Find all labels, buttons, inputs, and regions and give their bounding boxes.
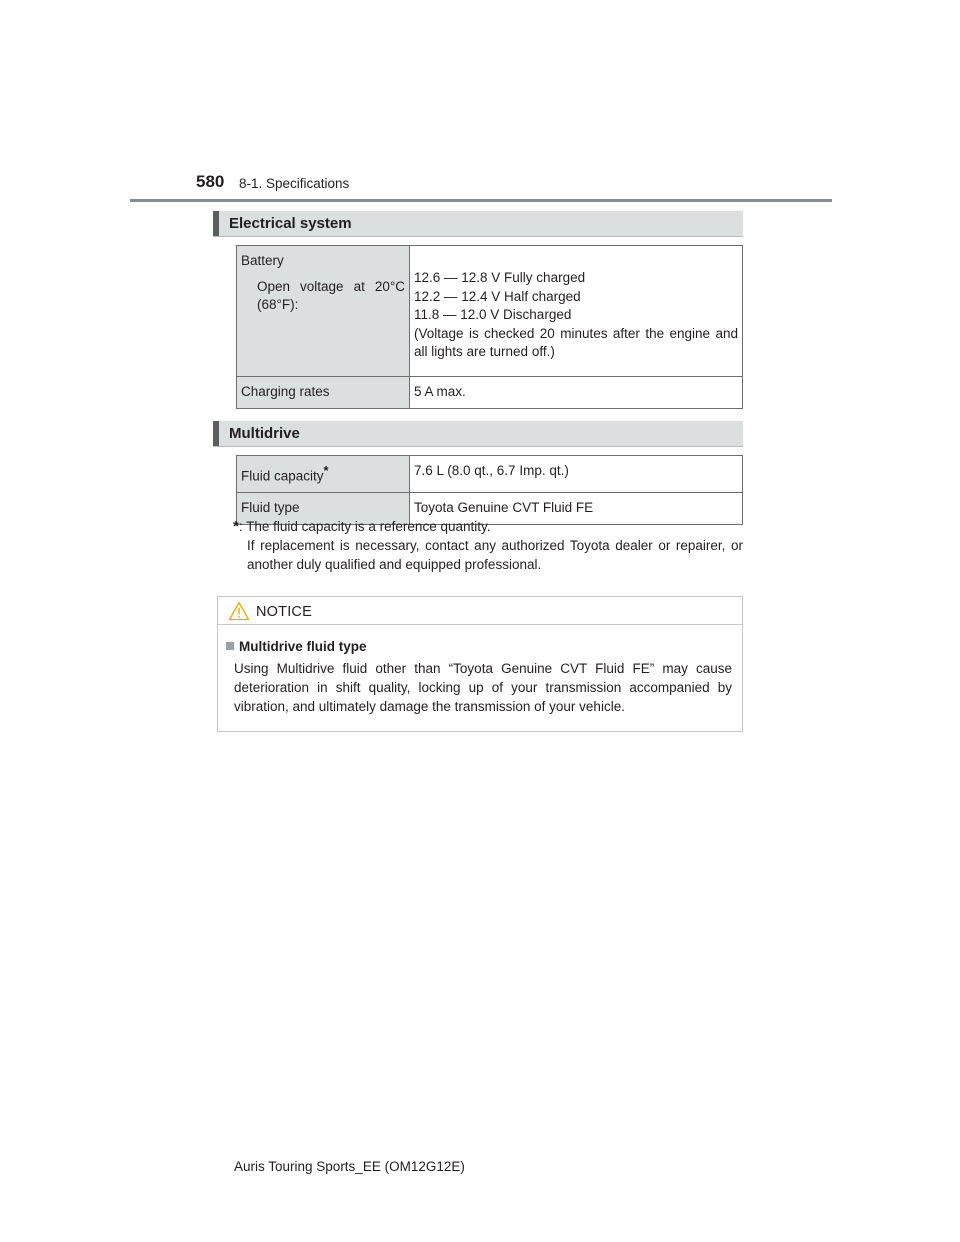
footnote-marker: * <box>323 463 329 478</box>
page-footer: Auris Touring Sports_EE (OM12G12E) <box>234 1159 465 1174</box>
notice-header <box>218 597 742 625</box>
notice-body: Using Multidrive fluid other than “Toyota Genuine CVT Fluid FE” may cause deterioration in shift quality, locking up of your transmission accompanied by vibration, and ultimately damage the transmission of your vehicle. <box>234 661 732 714</box>
notice-box <box>217 596 743 732</box>
footnote-star: * <box>233 518 239 535</box>
heading-bar <box>213 421 219 446</box>
charging-rates-value: 5 A max. <box>410 377 743 409</box>
footnote <box>233 517 743 574</box>
notice-subtitle: Multidrive fluid type <box>239 639 367 654</box>
battery-label: Battery <box>241 253 284 268</box>
multidrive-title: Multidrive <box>229 425 300 442</box>
warning-triangle-icon <box>228 601 250 621</box>
page-number: 580 <box>196 172 225 191</box>
section-reference: 8-1. Specifications <box>239 176 350 191</box>
open-voltage-label: Open voltage at 20°C (68°F): <box>257 278 405 312</box>
heading-bar <box>213 211 219 236</box>
fluid-capacity-value: 7.6 L (8.0 qt., 6.7 Imp. qt.) <box>410 456 743 493</box>
footnote-line: : The fluid capacity is a reference quantity. <box>238 519 491 534</box>
footnote-body: If replacement is necessary, contact any authorized Toyota dealer or repairer, or another duly qualified and equipped professional. <box>247 538 743 572</box>
fluid-type-value: Toyota Genuine CVT Fluid FE <box>410 493 743 525</box>
multidrive-spec-table <box>236 455 743 525</box>
voltage-line: 11.8 — 12.0 V Discharged <box>414 307 572 322</box>
fluid-type-label: Fluid type <box>237 493 410 525</box>
voltage-note: (Voltage is checked 20 minutes after the engine and all lights are turned off.) <box>414 325 738 359</box>
fluid-capacity-label: Fluid capacity <box>241 468 324 484</box>
battery-label-cell <box>237 246 410 377</box>
battery-value-cell <box>410 246 743 377</box>
charging-rates-label: Charging rates <box>237 377 410 409</box>
electrical-spec-table <box>236 245 743 409</box>
fluid-capacity-label-cell <box>237 456 410 493</box>
table-row <box>237 456 743 493</box>
electrical-system-heading <box>213 211 743 237</box>
table-row <box>237 246 743 377</box>
header-rule <box>130 199 832 202</box>
multidrive-heading <box>213 421 743 447</box>
notice-title: NOTICE <box>256 604 312 620</box>
voltage-line: 12.6 — 12.8 V Fully charged <box>414 270 586 285</box>
table-row <box>237 377 743 409</box>
voltage-line: 12.2 — 12.4 V Half charged <box>414 288 581 304</box>
square-bullet-icon <box>226 642 234 650</box>
electrical-system-title: Electrical system <box>229 215 352 232</box>
notice-subtitle-row <box>226 639 367 654</box>
